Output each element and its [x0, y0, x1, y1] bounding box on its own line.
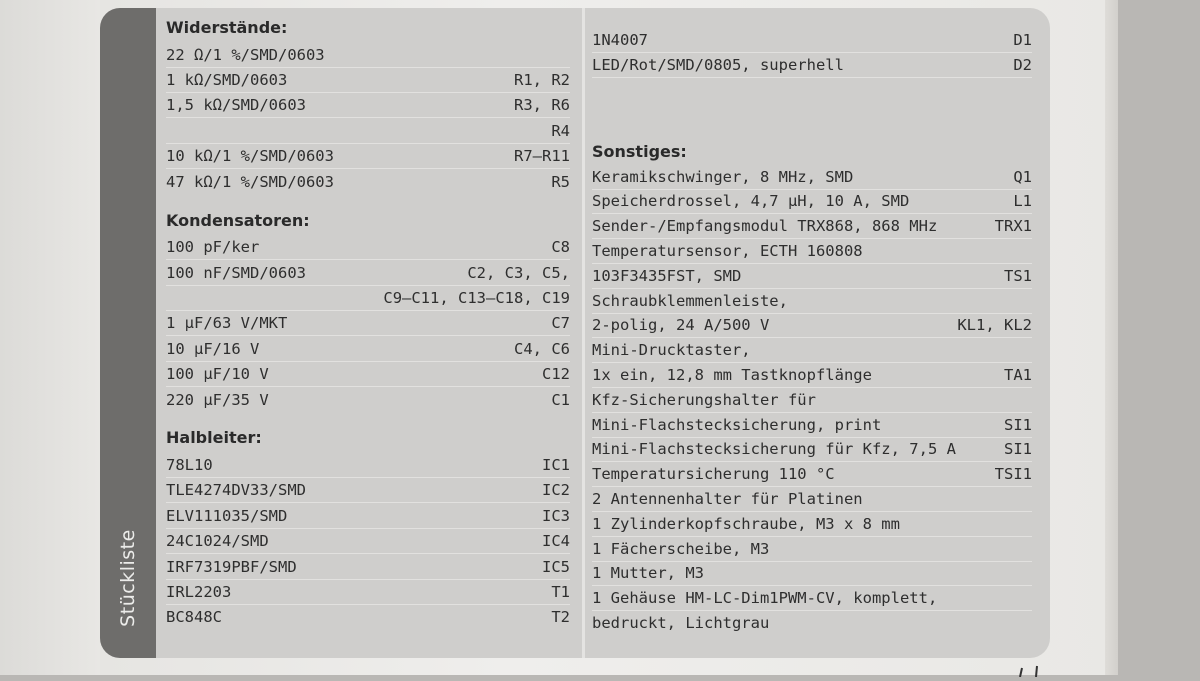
part-reference: C2, C3, C5, — [467, 263, 570, 282]
part-description: 47 kΩ/1 %/SMD/0603 — [166, 172, 334, 191]
part-description: Mini-Drucktaster, — [592, 341, 751, 360]
part-reference: TRX1 — [994, 217, 1032, 236]
part-reference: Q1 — [1013, 167, 1032, 186]
part-reference: TS1 — [1004, 266, 1032, 285]
part-reference: IC1 — [542, 456, 570, 475]
part-reference: T1 — [551, 583, 570, 602]
part-row — [166, 144, 570, 169]
part-description: bedruckt, Lichtgrau — [592, 613, 770, 632]
part-description: Temperatursicherung 110 °C — [592, 465, 835, 484]
part-row — [592, 437, 1032, 462]
part-row — [592, 537, 1032, 562]
part-row — [592, 239, 1032, 264]
part-description: BC848C — [166, 608, 222, 627]
part-description: Mini-Flachstecksicherung für Kfz, 7,5 A — [592, 440, 956, 459]
part-description: Kfz-Sicherungshalter für — [592, 390, 816, 409]
part-description: 1,5 kΩ/SMD/0603 — [166, 96, 306, 115]
part-description: 1N4007 — [592, 31, 648, 49]
part-description: 1x ein, 12,8 mm Tastknopflänge — [592, 365, 872, 384]
part-row — [166, 261, 570, 286]
part-row — [592, 264, 1032, 289]
part-row — [166, 235, 570, 260]
part-reference: IC3 — [542, 506, 570, 525]
part-row — [592, 611, 1032, 635]
column-divider — [582, 8, 585, 658]
part-reference: IC5 — [542, 557, 570, 576]
part-row — [592, 363, 1032, 388]
part-row — [592, 338, 1032, 363]
part-reference: KL1, KL2 — [957, 316, 1032, 335]
part-description: 100 nF/SMD/0603 — [166, 263, 306, 282]
part-row — [592, 512, 1032, 537]
part-row — [166, 478, 570, 503]
part-reference: D2 — [1013, 55, 1032, 74]
part-reference: R3, R6 — [514, 96, 570, 115]
part-row — [592, 189, 1032, 214]
part-reference: D1 — [1013, 31, 1032, 49]
part-description: IRF7319PBF/SMD — [166, 557, 297, 576]
part-description: ELV111035/SMD — [166, 506, 288, 525]
part-description: 1 Gehäuse HM-LC-Dim1PWM-CV, komplett, — [592, 589, 938, 608]
page-fold-shadow — [0, 0, 100, 675]
part-reference: R1, R2 — [514, 71, 570, 89]
part-row — [592, 289, 1032, 314]
part-reference: C8 — [551, 238, 570, 257]
paper-edge — [1105, 0, 1118, 675]
part-row — [592, 28, 1032, 53]
part-row — [592, 313, 1032, 338]
side-tab — [100, 8, 156, 658]
part-description: Mini-Flachstecksicherung, print — [592, 415, 882, 434]
part-row — [166, 605, 570, 629]
part-description: LED/Rot/SMD/0805, superhell — [592, 55, 844, 74]
part-row — [592, 388, 1032, 413]
section-heading: Widerstände: — [166, 18, 288, 37]
part-reference: TA1 — [1004, 365, 1032, 384]
part-reference: R5 — [551, 172, 570, 191]
part-description: Sender-/Empfangsmodul TRX868, 868 MHz — [592, 217, 938, 236]
part-row — [166, 580, 570, 605]
part-description: Schraubklemmenleiste, — [592, 291, 788, 310]
part-row — [166, 555, 570, 580]
part-description: 220 µF/35 V — [166, 390, 269, 409]
part-description: 1 µF/63 V/MKT — [166, 314, 288, 333]
part-description: TLE4274DV33/SMD — [166, 481, 306, 500]
part-reference: C1 — [551, 390, 570, 409]
part-reference: IC2 — [542, 481, 570, 500]
part-description: 1 kΩ/SMD/0603 — [166, 71, 288, 89]
part-row — [166, 388, 570, 412]
part-description: 10 kΩ/1 %/SMD/0603 — [166, 147, 334, 166]
part-reference: R7–R11 — [514, 147, 570, 166]
part-reference: R4 — [551, 121, 570, 140]
part-reference: IC4 — [542, 532, 570, 551]
part-reference: C12 — [542, 365, 570, 384]
section-heading: Sonstiges: — [592, 141, 687, 161]
section-heading: Kondensatoren: — [166, 210, 310, 230]
part-reference: TSI1 — [994, 465, 1032, 484]
part-description: 100 pF/ker — [166, 238, 260, 257]
part-row — [592, 165, 1032, 190]
part-description: 1 Fächerscheibe, M3 — [592, 539, 770, 558]
part-description: Speicherdrossel, 4,7 µH, 10 A, SMD — [592, 192, 910, 211]
part-description: 2-polig, 24 A/500 V — [592, 316, 770, 335]
part-reference: C9–C11, C13–C18, C19 — [383, 288, 570, 307]
part-description: Keramikschwinger, 8 MHz, SMD — [592, 167, 854, 186]
part-row — [166, 119, 570, 144]
part-description: 1 Mutter, M3 — [592, 564, 704, 583]
part-description: 78L10 — [166, 456, 213, 475]
part-row — [166, 43, 570, 68]
part-reference: C4, C6 — [514, 339, 570, 358]
part-description: Temperatursensor, ECTH 160808 — [592, 241, 863, 260]
part-description: 2 Antennenhalter für Platinen — [592, 489, 863, 508]
part-description: 1 Zylinderkopfschraube, M3 x 8 mm — [592, 514, 900, 533]
part-row — [166, 453, 570, 478]
part-row — [166, 170, 570, 194]
part-row — [592, 413, 1032, 438]
part-row — [166, 286, 570, 311]
part-reference: SI1 — [1004, 440, 1032, 459]
part-row — [592, 462, 1032, 487]
part-reference: SI1 — [1004, 415, 1032, 434]
part-row — [592, 53, 1032, 78]
page-corner-mark — [1012, 662, 1042, 675]
parts-list-card — [100, 8, 1050, 658]
part-row — [592, 214, 1032, 239]
side-tab-label: Stückliste — [117, 529, 139, 627]
part-row — [166, 529, 570, 554]
part-row — [166, 93, 570, 118]
part-description: 100 µF/10 V — [166, 365, 269, 384]
part-description: IRL2203 — [166, 583, 232, 602]
part-row — [166, 337, 570, 362]
part-reference: T2 — [551, 608, 570, 627]
part-description: 103F3435FST, SMD — [592, 266, 742, 285]
part-description: 24C1024/SMD — [166, 532, 269, 551]
part-description: 22 Ω/1 %/SMD/0603 — [166, 45, 325, 64]
part-row — [592, 586, 1032, 611]
section-heading: Halbleiter: — [166, 428, 262, 448]
part-description: 10 µF/16 V — [166, 339, 260, 358]
part-row — [592, 561, 1032, 586]
part-row — [166, 362, 570, 387]
part-reference: L1 — [1013, 192, 1032, 211]
part-reference: C7 — [551, 314, 570, 333]
part-row — [166, 311, 570, 336]
part-row — [166, 504, 570, 529]
part-row — [592, 487, 1032, 512]
part-row — [166, 68, 570, 93]
